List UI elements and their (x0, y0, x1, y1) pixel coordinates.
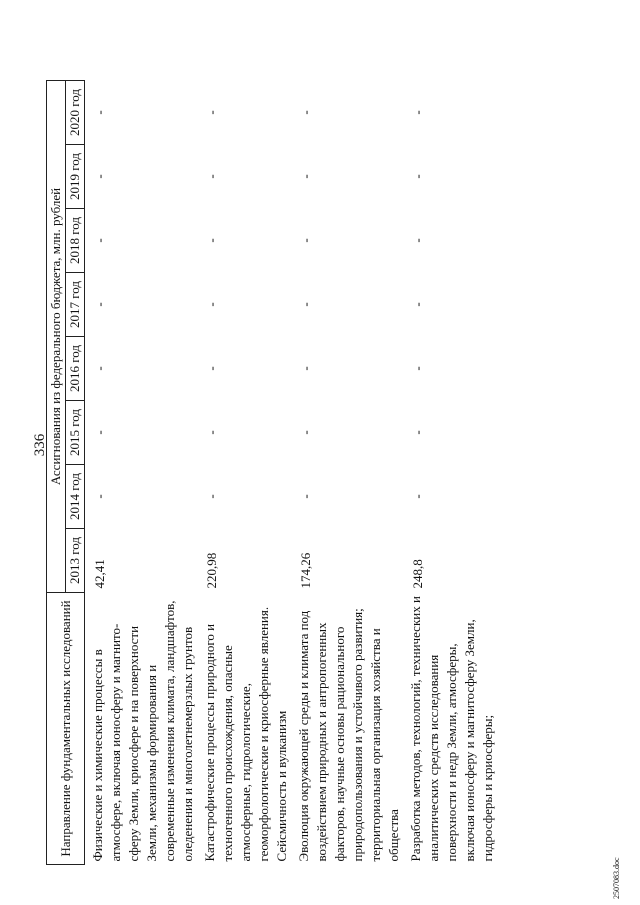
direction-cell: Катастрофические процессы природного и техногенного происхождения, опасные атмосферные, гидрологические, геоморфологические и криосферные явления. Сейсмичность и вулканизм (202, 606, 289, 862)
value-cell: - (204, 238, 219, 243)
year-header: 2015 год (66, 401, 85, 465)
budget-table (46, 80, 497, 865)
value-cell: - (204, 110, 219, 115)
value-cell: 42,41 (92, 559, 107, 589)
year-header: 2018 год (66, 209, 85, 273)
table-row (291, 81, 403, 865)
value-cell: - (92, 174, 107, 179)
value-cell: - (92, 494, 107, 499)
direction-cell: Разработка методов, технологий, технических и аналитических средств исследования поверхности и недр Земли, атмосферы, включая ионосферу и магнитосферу Земли, гидросферы и криосферы; (408, 596, 495, 862)
value-cell: 174,26 (298, 552, 313, 589)
value-cell: - (410, 430, 425, 435)
value-cell: - (298, 174, 313, 179)
table-row (85, 81, 198, 865)
header-row-top (47, 81, 66, 865)
table-row (197, 81, 291, 865)
value-cell: - (204, 494, 219, 499)
value-cell: - (410, 366, 425, 371)
header-allocations: Ассигнования из федерального бюджета, млн. рублей (47, 81, 66, 593)
year-header: 2013 год (66, 529, 85, 593)
value-cell: - (410, 494, 425, 499)
year-header: 2019 год (66, 145, 85, 209)
value-cell: - (298, 494, 313, 499)
value-cell: - (298, 238, 313, 243)
year-header: 2017 год (66, 273, 85, 337)
value-cell: - (92, 110, 107, 115)
value-cell: - (92, 238, 107, 243)
value-cell: - (204, 430, 219, 435)
table-row (403, 81, 497, 865)
value-cell: - (298, 302, 313, 307)
year-header: 2014 год (66, 465, 85, 529)
value-cell: - (92, 366, 107, 371)
direction-cell: Эволюция окружающей среды и климата под воздействием природных и антропогенных факторов, научные основы рационального природопользования и устойчивого развития; территориальная организация хозяйства и общества (296, 608, 401, 862)
value-cell: - (204, 174, 219, 179)
value-cell: - (298, 366, 313, 371)
page-number: 336 (32, 433, 48, 457)
footer-file-name: 2507083.doc (612, 857, 621, 899)
value-cell: - (204, 302, 219, 307)
value-cell: - (410, 238, 425, 243)
value-cell: - (92, 302, 107, 307)
year-header: 2020 год (66, 81, 85, 145)
value-cell: - (410, 174, 425, 179)
value-cell: 220,98 (204, 552, 219, 589)
value-cell: - (92, 430, 107, 435)
value-cell: - (410, 110, 425, 115)
header-direction: Направление фундаментальных исследований (47, 593, 85, 865)
value-cell: 248,8 (410, 559, 425, 589)
value-cell: - (298, 110, 313, 115)
value-cell: - (410, 302, 425, 307)
direction-cell: Физические и химические процессы в атмосфере, включая ионосферу и магнито-сферу Земли, криосфере и на поверхности Земли, механизмы формирования и современные изменения климата, ландшафтов, оледенения и многолетнемерзлых грунтов (90, 600, 195, 862)
value-cell: - (204, 366, 219, 371)
value-cell: - (298, 430, 313, 435)
year-header: 2016 год (66, 337, 85, 401)
